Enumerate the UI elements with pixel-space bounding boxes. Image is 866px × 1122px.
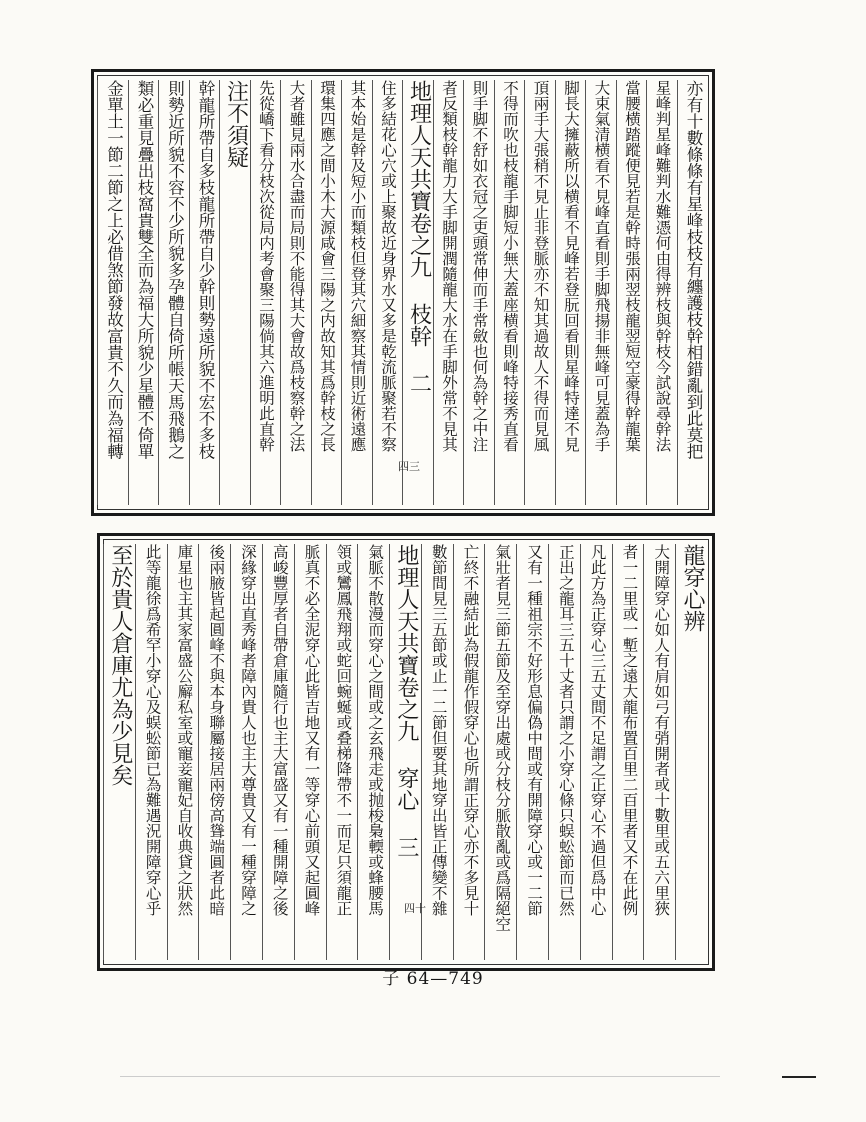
text-column bbox=[311, 80, 343, 505]
column-text: 不得而吹也枝龍手脚短小無大蓋座横看則峰特接秀直看 bbox=[501, 80, 519, 452]
text-column bbox=[463, 80, 495, 505]
column-text: 又有一種祖宗不好形息偏偽中間或有開障穿心或一二節 bbox=[525, 544, 544, 916]
text-column bbox=[230, 544, 263, 960]
text-column bbox=[516, 544, 549, 960]
column-text: 高峻豐厚者自帶倉庫隨行也主大富盛又有一種開障之後 bbox=[270, 544, 289, 916]
column-text: 亡終不融結此為假龍作假穿心也所謂正穿心亦不多見十 bbox=[461, 544, 480, 916]
text-column bbox=[612, 544, 645, 960]
column-text: 大開障穿心如人有肩如弓有弰開者或十數里或五六里狹 bbox=[652, 544, 671, 916]
text-column bbox=[616, 80, 648, 505]
text-column bbox=[250, 80, 282, 505]
column-text: 氣壯者見三節五節及至穿出處或分枝分脈散亂或爲隔絕空 bbox=[493, 544, 512, 932]
text-column bbox=[555, 80, 587, 505]
column-text: 此等龍徐爲希罕小穿心及蜈蚣節已為難遇況開障穿心乎 bbox=[143, 544, 162, 916]
text-column bbox=[494, 80, 526, 505]
column-text: 大者雖見兩水合盡而局則不能得其大會故爲枝察幹之法 bbox=[287, 80, 306, 452]
text-column bbox=[189, 80, 221, 505]
bottom-page-marker: 四十 bbox=[404, 902, 426, 915]
page-footer-label: 子 64—749 bbox=[382, 969, 484, 989]
text-column bbox=[484, 544, 517, 960]
text-column bbox=[103, 544, 136, 960]
text-column bbox=[453, 544, 486, 960]
column-text: 者反類枝幹龍力大手脚開潤隨龍大水在手脚外常不見其 bbox=[440, 80, 458, 452]
column-text: 當腰横踏蹤便見若是幹時張兩翌枝龍翌短空豪得幹龍葉 bbox=[623, 80, 641, 452]
column-text: 脚長大擁蔽所以横看不見峰若登朊回看則星峰特達不見 bbox=[562, 80, 580, 452]
text-column bbox=[128, 80, 160, 505]
column-text: 龍穿心辨 bbox=[680, 544, 706, 632]
column-text: 注不須疑 bbox=[223, 80, 249, 168]
text-column bbox=[357, 544, 390, 960]
column-text: 數節間見三五節或止一二節但要其地穿出皆正傳變不雜 bbox=[429, 544, 448, 916]
column-text: 領或鸞鳳飛翔或蛇回蜿蜒或叠梯降帶不一而足只須龍正 bbox=[334, 544, 353, 916]
column-text: 其本始是幹及短小而類枝但登其穴細察其情則近術遠應 bbox=[348, 80, 367, 452]
text-column bbox=[198, 544, 231, 960]
text-column bbox=[341, 80, 373, 505]
column-text: 凡此方為正穿心三五丈間不足謂之正穿心不過但爲中心 bbox=[588, 544, 607, 916]
column-text: 者一二里或一塹之遠大龍布置百里二百里者又不在此例 bbox=[620, 544, 639, 916]
text-column bbox=[421, 544, 454, 960]
column-text: 類必重見疊出枝窩貴雙全而為福大所貌少星體不倚單 bbox=[135, 80, 154, 460]
column-text: 環集四應之間小木大源咸會三陽之内故知其爲幹枝之長 bbox=[318, 80, 336, 452]
column-text: 住多結花心穴或上聚故近身界水又多是乾流脈聚若不察 bbox=[379, 80, 397, 452]
column-text: 正出之龍耳三五十丈者只謂之小穿心條只蜈蚣節而已然 bbox=[556, 544, 575, 916]
column-text: 大束氣清横看不見峰直看則手脚飛揚非無峰可見蓋為手 bbox=[592, 80, 611, 452]
column-text: 脈真不必全泥穿心此皆吉地又有一等穿心前頭又起圓峰 bbox=[302, 544, 321, 916]
top-text-block bbox=[91, 69, 715, 516]
text-column bbox=[580, 544, 613, 960]
column-text: 後兩腋皆起圓峰不與本身聯屬接居兩傍高聳端圓者此暗 bbox=[207, 544, 226, 916]
column-text: 金單土一節二節之上必借煞節發故富貴不久而為福轉 bbox=[104, 80, 124, 460]
text-column bbox=[585, 80, 617, 505]
column-text: 地理人天共寶卷之九 穿心 三 bbox=[393, 544, 419, 858]
top-page-marker: 四三 bbox=[398, 460, 420, 473]
top-text-frame bbox=[97, 75, 709, 510]
column-text: 氣脈不散漫而穿心之間或之玄飛走或抛梭梟輭或蜂腰馬 bbox=[366, 544, 385, 916]
text-column bbox=[280, 80, 312, 505]
text-column bbox=[97, 80, 129, 505]
bottom-scan-line bbox=[120, 1076, 720, 1077]
text-column bbox=[646, 80, 678, 505]
column-text: 亦有十數條條有星峰枝枝有纏護枝幹相錯亂到此莫把 bbox=[684, 80, 703, 460]
column-text: 星峰判星峰難判水難憑何由得辨枝與幹枝今試說尋幹法 bbox=[653, 80, 672, 452]
column-text: 則勢近所貌不容不少所貌多孕體自倚所帳天馬飛鵝之 bbox=[165, 80, 185, 460]
text-column bbox=[167, 544, 200, 960]
text-column bbox=[433, 80, 465, 505]
text-column bbox=[135, 544, 168, 960]
text-column bbox=[389, 544, 422, 960]
column-text: 先從嶠下看分枝次從局内考會聚三陽倘其六進明此直幹 bbox=[257, 80, 275, 452]
text-column bbox=[548, 544, 581, 960]
column-text: 頂兩手大張稍不見止非登脈亦不知其過故人不得而見風 bbox=[531, 80, 550, 452]
text-column bbox=[524, 80, 556, 505]
column-text: 地理人天共寶卷之九 枝幹 二 bbox=[406, 80, 432, 394]
column-text: 深緣穿出直秀峰者障內貴人也主大尊貴又有一種穿障之 bbox=[238, 544, 257, 916]
column-text: 至於貴人倉庫尤為少見矣 bbox=[107, 544, 133, 786]
text-column bbox=[643, 544, 676, 960]
text-column bbox=[158, 80, 190, 505]
text-column bbox=[677, 80, 709, 505]
column-text: 庫星也主其家富盛公廨私室或寵妾寵妃自收典貸之狀然 bbox=[175, 544, 194, 916]
column-text: 幹龍所帶自多枝龍所帶自少幹則勢遠所貌不宏不多枝 bbox=[196, 80, 215, 460]
text-column bbox=[294, 544, 327, 960]
text-column bbox=[675, 544, 708, 960]
text-column bbox=[262, 544, 295, 960]
text-column bbox=[372, 80, 404, 505]
text-column bbox=[219, 80, 251, 505]
text-column bbox=[326, 544, 359, 960]
column-text: 則手脚不舒如衣冠之吏頭常伸而手常斂也何為幹之中注 bbox=[470, 80, 489, 452]
text-column bbox=[402, 80, 434, 505]
bottom-right-scan-mark bbox=[782, 1076, 816, 1078]
